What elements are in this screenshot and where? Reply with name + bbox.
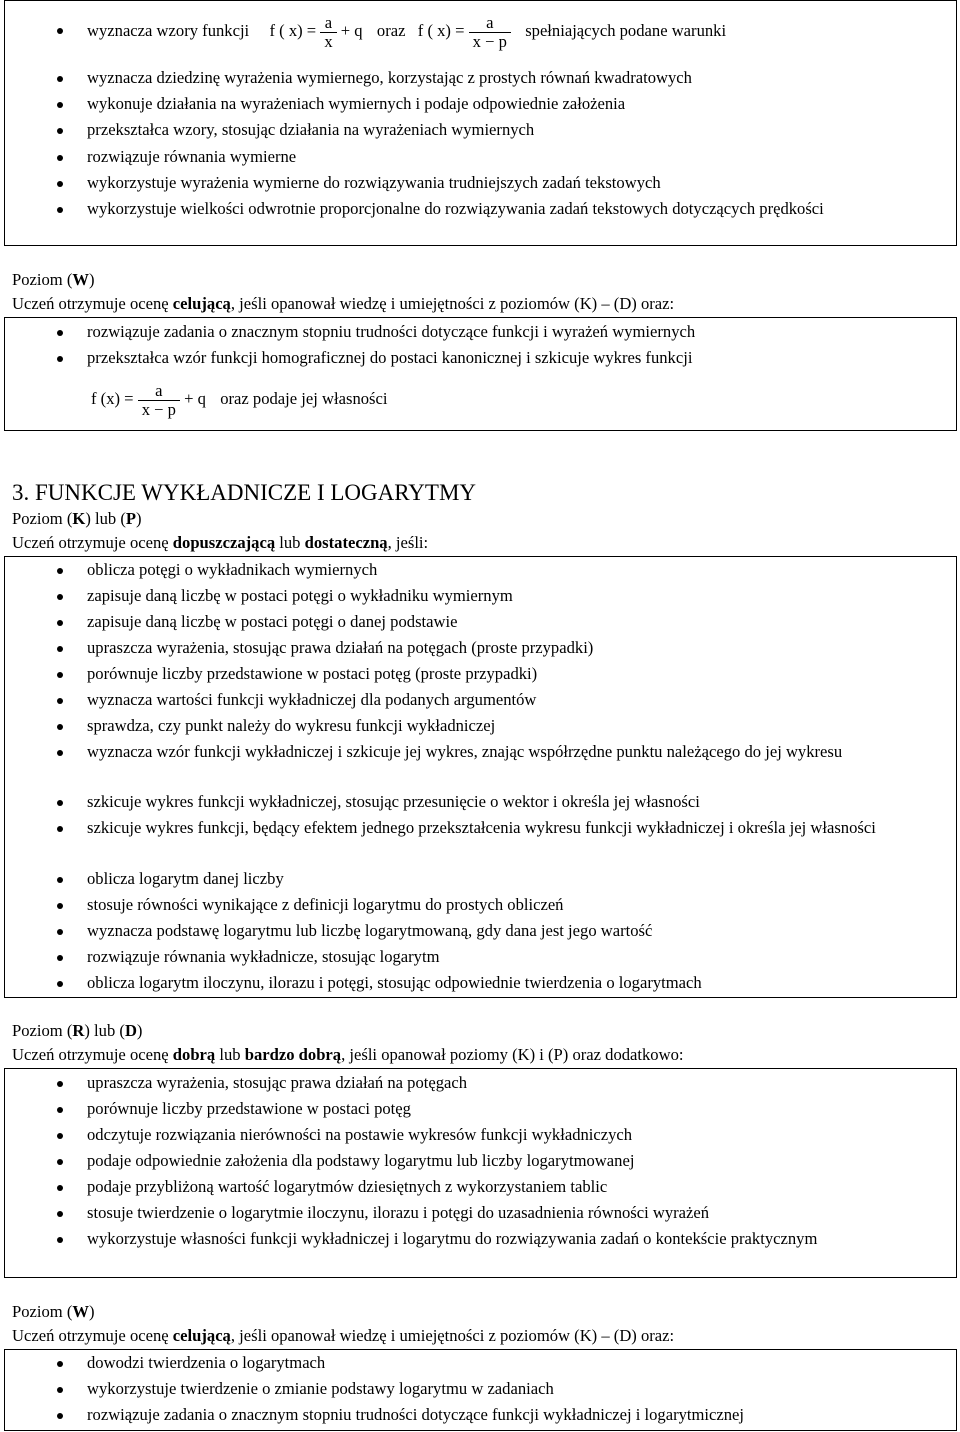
bullet-icon [57, 724, 63, 730]
section-heading: 3. FUNKCJE WYKŁADNICZE I LOGARYTMY [12, 480, 477, 505]
bullet-icon [57, 826, 63, 832]
level-intro: Uczeń otrzymuje ocenę celującą, jeśli opanował wiedzę i umiejętności z poziomów (K) – (D) oraz: [12, 294, 675, 313]
bullet-icon [57, 1107, 63, 1113]
bullet-icon [57, 955, 63, 961]
bullet-icon [57, 1237, 63, 1243]
item-text: rozwiązuje równania wykładnicze, stosując logarytm [87, 947, 440, 966]
item-text: stosuje twierdzenie o logarytmie iloczynu, ilorazu i potęgi do uzasadnienia równości wyrażeń [87, 1203, 710, 1222]
bullet-icon [57, 330, 63, 336]
level-intro: Uczeń otrzymuje ocenę dopuszczającą lub dostateczną, jeśli: [12, 533, 429, 552]
level-intro: Uczeń otrzymuje ocenę dobrą lub bardzo dobrą, jeśli opanował poziomy (K) i (P) oraz dodatkowo: [12, 1045, 684, 1064]
item-text: wyznacza wzory funkcji [87, 21, 250, 40]
bullet-icon [57, 800, 63, 806]
item-text: rozwiązuje zadania o znacznym stopniu trudności dotyczące funkcji i wyrażeń wymiernych [87, 322, 696, 341]
bullet-icon [57, 1159, 63, 1165]
list-item [5, 13, 956, 49]
formula-tail: spełniających podane warunki [525, 21, 727, 40]
fraction [320, 14, 336, 51]
item-text: szkicuje wykres funkcji wykładniczej, stosując przesunięcie o wektor i określa jej własności [87, 792, 700, 811]
item-text: wyznacza dziedzinę wyrażenia wymiernego, korzystając z prostych równań kwadratowych [87, 68, 692, 87]
bullet-icon [57, 929, 63, 935]
requirements-box-2 [4, 317, 957, 431]
item-text: szkicuje wykres funkcji, będący efektem jednego przekształcenia wykresu funkcji wykładniczej i określa jej własności [87, 818, 876, 837]
bullet-icon [57, 1081, 63, 1087]
item-text: wykorzystuje wyrażenia wymierne do rozwiązywania trudniejszych zadań tekstowych [87, 173, 661, 192]
fraction-denominator: x [320, 32, 336, 51]
item-text: dowodzi twierdzenia o logarytmach [87, 1353, 326, 1372]
bullet-icon [57, 672, 63, 678]
item-text: wykorzystuje wielkości odwrotnie proporcjonalne do rozwiązywania zadań tekstowych dotyczących prędkości [87, 199, 824, 218]
item-text: porównuje liczby przedstawione w postaci potęg (proste przypadki) [87, 664, 538, 683]
bullet-icon [57, 1387, 63, 1393]
item-text: rozwiązuje zadania o znacznym stopniu trudności dotyczące funkcji wykładniczej i logarytmicznej [87, 1405, 745, 1424]
item-text: wyznacza wzór funkcji wykładniczej i szkicuje jej wykres, znając współrzędne punktu należącego do jej wykresu [87, 742, 843, 761]
bullet-icon [57, 620, 63, 626]
bullet-icon [57, 646, 63, 652]
fraction-denominator: x − p [469, 32, 511, 51]
level-label: Poziom (R) lub (D) [12, 1021, 143, 1040]
item-text: przekształca wzór funkcji homograficznej do postaci kanonicznej i szkicuje wykres funkcji [87, 348, 693, 367]
level-intro: Uczeń otrzymuje ocenę celującą, jeśli opanował wiedzę i umiejętności z poziomów (K) – (D) oraz: [12, 1326, 675, 1345]
bullet-icon [57, 750, 63, 756]
level-label: Poziom (W) [12, 270, 95, 289]
bullet-icon [57, 181, 63, 187]
level-label: Poziom (K) lub (P) [12, 509, 142, 528]
item-text: odczytuje rozwiązania nierówności na postawie wykresów funkcji wykładniczych [87, 1125, 633, 1144]
formula-rest: + q [340, 21, 363, 40]
item-text: porównuje liczby przedstawione w postaci potęg [87, 1099, 411, 1118]
bullet-icon [57, 1133, 63, 1139]
item-text: stosuje równości wynikające z definicji logarytmu do prostych obliczeń [87, 895, 564, 914]
formula-conjunction: oraz [376, 21, 406, 40]
item-text: upraszcza wyrażenia, stosując prawa działań na potęgach (proste przypadki) [87, 638, 594, 657]
item-text: zapisuje daną liczbę w postaci potęgi o wykładniku wymiernym [87, 586, 513, 605]
item-text: upraszcza wyrażenia, stosując prawa działań na potęgach [87, 1073, 468, 1092]
fraction-denominator: x − p [138, 400, 180, 419]
bullet-icon [57, 76, 63, 82]
item-text: sprawdza, czy punkt należy do wykresu funkcji wykładniczej [87, 716, 496, 735]
homographic-formula [91, 374, 387, 424]
formula-lhs: f ( x) = [269, 21, 317, 40]
formula-rest: + q [184, 389, 206, 408]
item-text: podaje odpowiednie założenia dla podstawy logarytmu lub liczby logarytmowanej [87, 1151, 635, 1170]
bullet-icon [57, 1361, 63, 1367]
bullet-icon [57, 128, 63, 134]
level-label: Poziom (W) [12, 1302, 95, 1321]
bullet-icon [57, 698, 63, 704]
item-text: rozwiązuje równania wymierne [87, 147, 297, 166]
bullet-icon [57, 1185, 63, 1191]
item-text: zapisuje daną liczbę w postaci potęgi o danej podstawie [87, 612, 458, 631]
bullet-icon [57, 155, 63, 161]
item-text: wykonuje działania na wyrażeniach wymiernych i podaje odpowiednie założenia [87, 94, 626, 113]
bullet-icon [57, 568, 63, 574]
bullet-icon [57, 981, 63, 987]
bullet-icon [57, 903, 63, 909]
requirements-box-4 [4, 1068, 957, 1278]
item-text: wykorzystuje twierdzenie o zmianie podstawy logarytmu w zadaniach [87, 1379, 554, 1398]
item-text: podaje przybliżoną wartość logarytmów dziesiętnych z wykorzystaniem tablic [87, 1177, 608, 1196]
fraction [138, 382, 180, 419]
fraction-numerator: a [324, 12, 333, 32]
requirements-box-5 [4, 1349, 957, 1431]
fraction-numerator: a [155, 380, 163, 400]
fraction [469, 14, 511, 51]
bullet-icon [57, 594, 63, 600]
bullet-icon [57, 356, 63, 362]
item-text: przekształca wzory, stosując działania na wyrażeniach wymiernych [87, 120, 535, 139]
item-text: wyznacza wartości funkcji wykładniczej dla podanych argumentów [87, 690, 537, 709]
formula-lhs: f ( x) = [417, 21, 465, 40]
item-text: wyznacza podstawę logarytmu lub liczbę logarytmowaną, gdy dana jest jego wartość [87, 921, 653, 940]
requirements-box-1 [4, 0, 957, 246]
bullet-icon [57, 28, 63, 34]
item-text: wykorzystuje własności funkcji wykładniczej i logarytmu do rozwiązywania zadań o kontekście praktycznym [87, 1229, 818, 1248]
item-text: oblicza logarytm danej liczby [87, 869, 284, 888]
formula-lhs: f (x) = [91, 389, 134, 408]
bullet-icon [57, 1413, 63, 1419]
fraction-numerator: a [486, 12, 494, 32]
bullet-icon [57, 207, 63, 213]
requirements-box-3 [4, 556, 957, 998]
bullet-icon [57, 877, 63, 883]
bullet-icon [57, 102, 63, 108]
item-text: oblicza potęgi o wykładnikach wymiernych [87, 560, 378, 579]
bullet-icon [57, 1211, 63, 1217]
formula-tail: oraz podaje jej własności [220, 389, 388, 408]
item-text: oblicza logarytm iloczynu, ilorazu i potęgi, stosując odpowiednie twierdzenia o logarytmach [87, 973, 702, 992]
